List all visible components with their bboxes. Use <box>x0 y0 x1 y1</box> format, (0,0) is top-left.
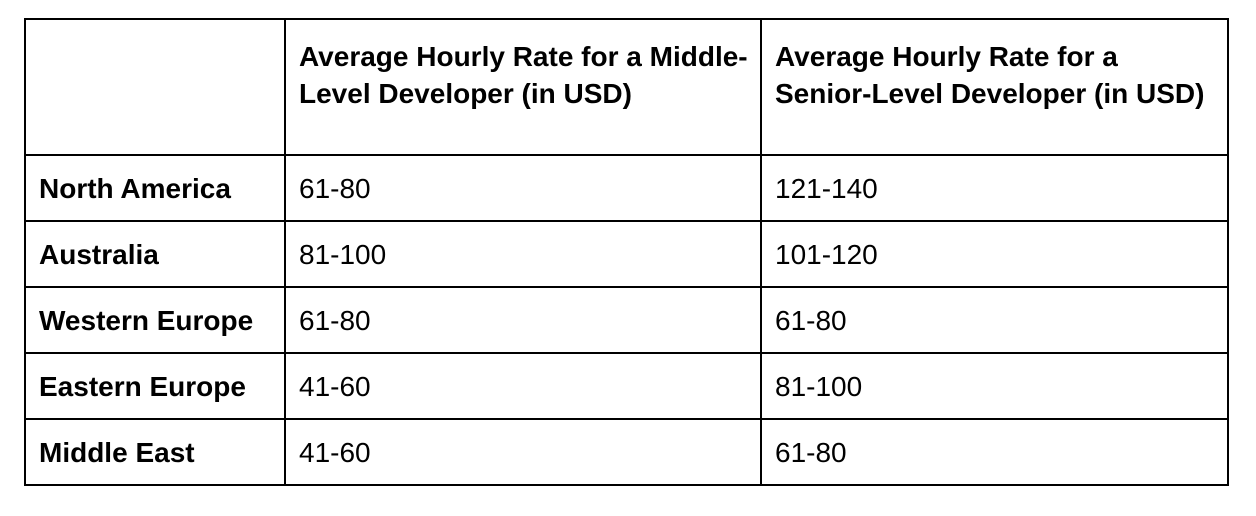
region-cell: Eastern Europe <box>25 353 285 419</box>
region-cell: Middle East <box>25 419 285 485</box>
header-corner-cell <box>25 19 285 155</box>
table-row <box>25 221 1228 287</box>
region-cell: Western Europe <box>25 287 285 353</box>
region-cell: North America <box>25 155 285 221</box>
senior-rate-cell: 101-120 <box>761 221 1228 287</box>
senior-rate-cell: 81-100 <box>761 353 1228 419</box>
table-row <box>25 419 1228 485</box>
middle-rate-cell: 41-60 <box>285 419 761 485</box>
region-cell: Australia <box>25 221 285 287</box>
table-row <box>25 155 1228 221</box>
table-row <box>25 353 1228 419</box>
senior-rate-cell: 121-140 <box>761 155 1228 221</box>
header-senior-level-rate: Average Hourly Rate for a Senior-Level Developer (in USD) <box>761 19 1228 155</box>
middle-rate-cell: 61-80 <box>285 155 761 221</box>
middle-rate-cell: 81-100 <box>285 221 761 287</box>
middle-rate-cell: 41-60 <box>285 353 761 419</box>
hourly-rates-table <box>24 18 1229 486</box>
header-middle-level-rate: Average Hourly Rate for a Middle-Level Developer (in USD) <box>285 19 761 155</box>
senior-rate-cell: 61-80 <box>761 419 1228 485</box>
header-row <box>25 19 1228 155</box>
table-row <box>25 287 1228 353</box>
senior-rate-cell: 61-80 <box>761 287 1228 353</box>
middle-rate-cell: 61-80 <box>285 287 761 353</box>
